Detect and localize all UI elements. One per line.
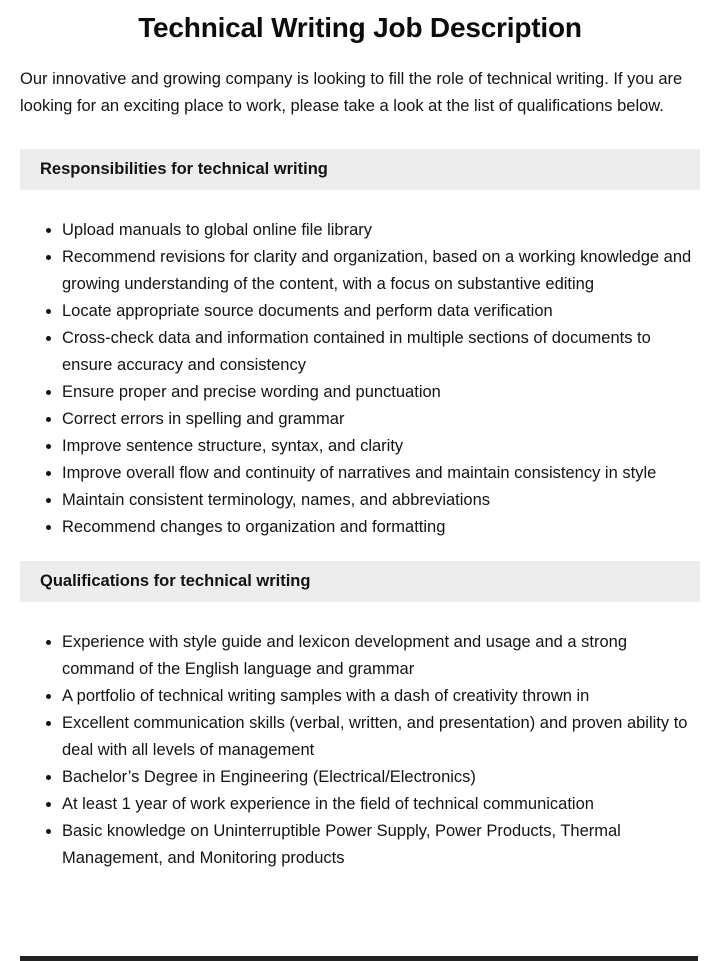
intro-paragraph: Our innovative and growing company is looking to fill the role of technical writing. If you are looking for an exciting place to work, please take a look at the list of qualifications below. [20, 70, 683, 115]
list-item: • Ensure proper and precise wording and punctuation [62, 379, 700, 406]
qualifications-section [20, 561, 700, 872]
footer-bar [20, 956, 698, 961]
list-item: • At least 1 year of work experience in the field of technical communication [62, 791, 700, 818]
job-description-page [0, 12, 720, 872]
list-item: • A portfolio of technical writing samples with a dash of creativity thrown in [62, 683, 700, 710]
list-item: • Recommend revisions for clarity and organization, based on a working knowledge and growing understanding of the content, with a focus on substantive editing [62, 244, 700, 298]
list-item: • Excellent communication skills (verbal, written, and presentation) and proven ability to deal with all levels of management [62, 710, 700, 764]
qualifications-list [20, 629, 700, 872]
list-item: • Bachelor’s Degree in Engineering (Electrical/Electronics) [62, 764, 700, 791]
list-item: • Locate appropriate source documents and perform data verification [62, 298, 700, 325]
responsibilities-section [20, 149, 700, 541]
list-item: • Improve sentence structure, syntax, and clarity [62, 433, 700, 460]
list-item: • Correct errors in spelling and grammar [62, 406, 700, 433]
list-item: • Maintain consistent terminology, names, and abbreviations [62, 487, 700, 514]
page-title: Technical Writing Job Description [138, 12, 582, 43]
list-item: • Cross-check data and information contained in multiple sections of documents to ensure accuracy and consistency [62, 325, 700, 379]
section-header-responsibilities: Responsibilities for technical writing [20, 149, 700, 190]
list-item: • Improve overall flow and continuity of narratives and maintain consistency in style [62, 460, 700, 487]
list-item: • Recommend changes to organization and formatting [62, 514, 700, 541]
responsibilities-list [20, 217, 700, 541]
list-item: • Basic knowledge on Uninterruptible Power Supply, Power Products, Thermal Management, and Monitoring products [62, 818, 700, 872]
list-item: • Upload manuals to global online file library [62, 217, 700, 244]
list-item: • Experience with style guide and lexicon development and usage and a strong command of the English language and grammar [62, 629, 700, 683]
section-header-qualifications: Qualifications for technical writing [20, 561, 700, 602]
